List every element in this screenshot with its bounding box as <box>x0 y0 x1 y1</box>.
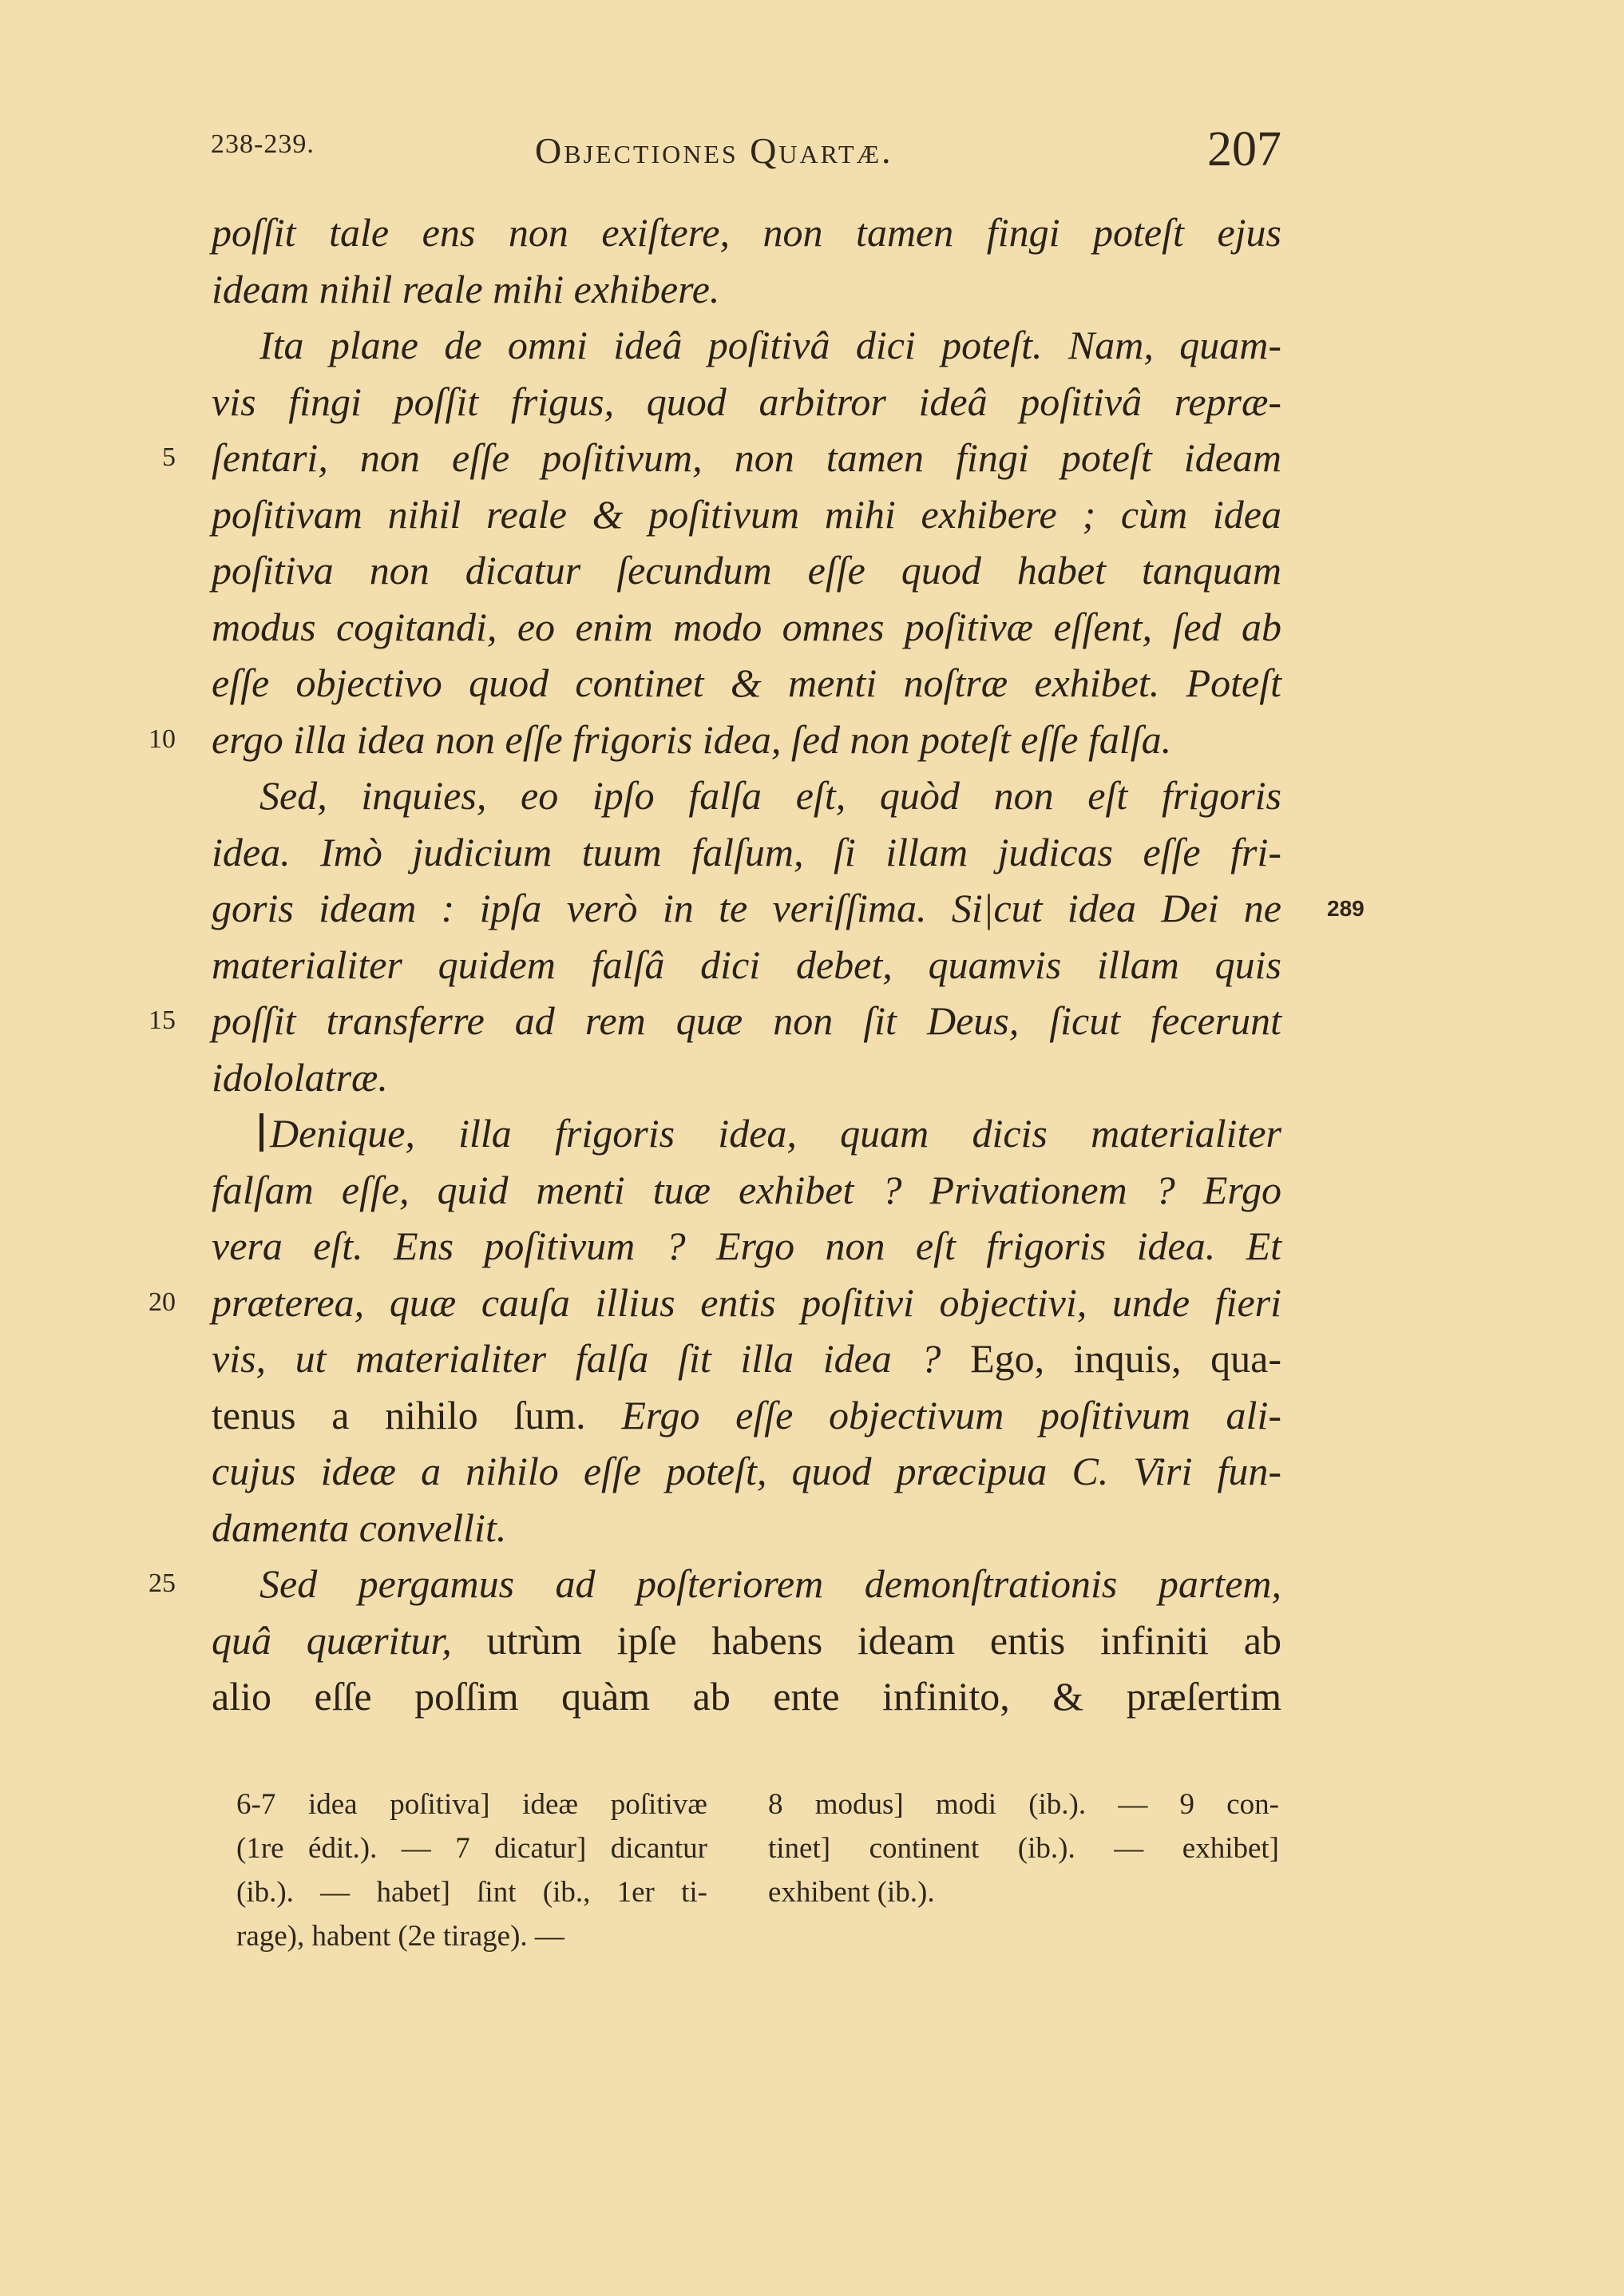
main-text <box>212 204 1281 1725</box>
line-text: cujus ideæ a nihilo eſſe poteſt, quod præcipua C. Viri fun- <box>212 1449 1281 1493</box>
text-line <box>212 1049 1281 1106</box>
text-line <box>212 1443 1281 1500</box>
running-title: Objectiones Quartæ. <box>535 130 893 171</box>
line-text: goris ideam : ipſa verò in te veriſſima. Si|cut idea Dei ne <box>212 886 1281 930</box>
line-text-italic: Ergo eſſe objectivum poſitivum ali- <box>585 1392 1281 1437</box>
text-line <box>212 317 1281 374</box>
page-break-bar <box>259 1113 263 1152</box>
text-line <box>212 712 1281 768</box>
footnote-line: 6-7 idea poſitiva] ideæ poſitivæ <box>236 1788 707 1821</box>
text-line <box>212 542 1281 599</box>
text-line <box>212 993 1281 1049</box>
line-number: 10 <box>149 724 176 754</box>
line-text: falſam eſſe, quid menti tuæ exhibet ? Privationem ? Ergo <box>212 1167 1281 1212</box>
line-text: vera eſt. Ens poſitivum ? Ergo non eſt frigoris idea. Et <box>212 1223 1281 1268</box>
line-text: poſitiva non dicatur ſecundum eſſe quod habet tanquam <box>212 548 1281 593</box>
line-text: Sed pergamus ad poſteriorem demonſtrationis partem, <box>259 1561 1281 1606</box>
text-line <box>212 1162 1281 1219</box>
text-line <box>212 430 1281 486</box>
line-text: ſentari, non eſſe poſitivum, non tamen fingi poteſt ideam <box>212 435 1281 480</box>
text-line <box>212 204 1281 261</box>
footnote-line: tinet] continent (ib.). — exhibet] <box>768 1832 1279 1865</box>
text-line <box>212 599 1281 656</box>
line-text: Ita plane de omni ideâ poſitivâ dici poteſt. Nam, quam- <box>259 323 1281 367</box>
line-text: Denique, illa frigoris idea, quam dicis materialiter <box>270 1111 1281 1156</box>
text-line <box>212 1556 1281 1612</box>
text-line <box>212 937 1281 993</box>
line-text-roman: Ego, inquis, qua- <box>941 1336 1281 1381</box>
text-line <box>212 655 1281 712</box>
text-line <box>212 1668 1281 1725</box>
line-text: ideam nihil reale mihi exhibere. <box>212 266 720 311</box>
line-text: eſſe objectivo quod continet & menti noſtræ exhibet. Poteſt <box>212 660 1281 705</box>
text-line <box>212 1387 1281 1444</box>
footnote-line: (ib.). — habet] ſint (ib., 1er ti- <box>236 1876 707 1909</box>
line-number: 15 <box>149 1005 176 1035</box>
footnote-line: (1re édit.). — 7 dicatur] dicantur <box>236 1832 707 1865</box>
text-line <box>212 767 1281 824</box>
text-line <box>212 1275 1281 1331</box>
line-number: 20 <box>149 1287 176 1317</box>
line-text: modus cogitandi, eo enim modo omnes poſitivæ eſſent, ſed ab <box>212 604 1281 649</box>
text-line <box>212 1500 1281 1556</box>
footnotes-right-column <box>768 1782 1279 1914</box>
line-text: idea. Imò judicium tuum falſum, ſi illam judicas eſſe fri- <box>212 829 1281 874</box>
line-text: materialiter quidem falſâ dici debet, quamvis illam quis <box>212 942 1281 987</box>
footnote-line: exhibent (ib.). <box>768 1876 935 1909</box>
text-line <box>212 824 1281 881</box>
footnotes-left-column <box>236 1782 707 1958</box>
text-line <box>212 880 1281 937</box>
line-text: damenta convellit. <box>212 1505 507 1550</box>
text-line <box>212 1612 1281 1669</box>
text-line <box>212 486 1281 543</box>
line-text: poſſit transferre ad rem quæ non ſit Deus, ſicut fecerunt <box>212 998 1281 1043</box>
footnote-line: 8 modus] modi (ib.). — 9 con- <box>768 1788 1279 1821</box>
line-text: vis fingi poſſit frigus, quod arbitror ideâ poſitivâ repræ- <box>212 379 1281 424</box>
line-text: alio eſſe poſſim quàm ab ente infinito, & præſertim <box>212 1674 1281 1719</box>
line-text: tenus a nihilo ſum. <box>212 1392 586 1437</box>
line-number: 5 <box>162 442 176 472</box>
line-text: vis, ut materialiter falſa ſit illa idea ? <box>212 1336 941 1381</box>
text-line <box>212 1218 1281 1275</box>
line-text: poſſit tale ens non exiſtere, non tamen fingi poteſt ejus <box>212 210 1281 255</box>
line-number: 25 <box>149 1568 176 1598</box>
line-text: poſitivam nihil reale & poſitivum mihi exhibere ; cùm idea <box>212 491 1281 537</box>
text-line <box>212 374 1281 430</box>
line-text-roman: utrùm ipſe habens ideam entis infiniti ab <box>451 1617 1282 1663</box>
line-text: idololatræ. <box>212 1054 388 1100</box>
line-text: ergo illa idea non eſſe frigoris idea, ſed non poteſt eſſe falſa. <box>212 716 1172 762</box>
text-line <box>212 1330 1281 1387</box>
line-text: Sed, inquies, eo ipſo falſa eſt, quòd non eſt frigoris <box>259 773 1281 818</box>
margin-page-reference: 289 <box>1327 896 1365 921</box>
page-range: 238-239. <box>211 129 315 159</box>
text-line <box>212 261 1281 318</box>
line-text: quâ quæritur, <box>212 1617 452 1663</box>
footnote-line: rage), habent (2e tirage). — <box>236 1920 564 1953</box>
line-text: præterea, quæ cauſa illius entis poſitivi objectivi, unde fieri <box>212 1279 1281 1325</box>
page-number: 207 <box>1207 122 1281 176</box>
text-line <box>212 1105 1281 1162</box>
